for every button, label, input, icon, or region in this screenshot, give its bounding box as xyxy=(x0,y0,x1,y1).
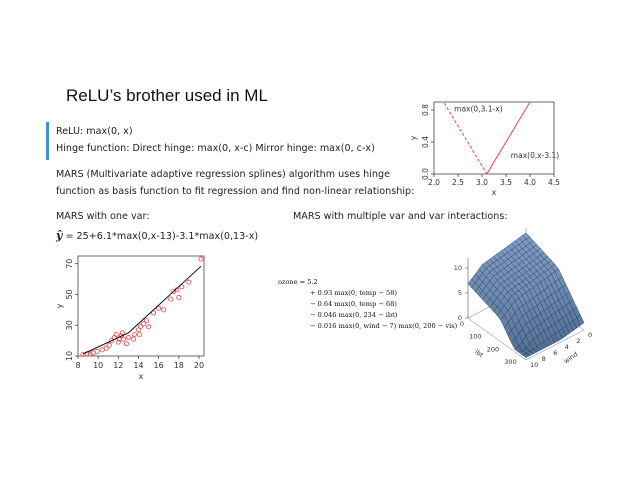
y-tick-label-2: 50 xyxy=(65,289,74,300)
fit-line xyxy=(83,266,201,354)
data-point-15 xyxy=(121,337,125,341)
series-label-mirror: max(0,3.1-x) xyxy=(454,104,503,114)
x-tick-label-2: 4 xyxy=(564,343,569,351)
one-var-label: MARS with one var: xyxy=(56,211,150,222)
x-tick-label-1: 2 xyxy=(576,337,581,345)
data-point-23 xyxy=(146,325,150,329)
hinge-line: Hinge function: Direct hinge: max(0, x-c) Mirror hinge: max(0, c-x) xyxy=(56,143,375,154)
hinge-series-line-0 xyxy=(434,86,487,174)
y-axis-label: ibt xyxy=(473,347,485,360)
mars-line-1: MARS (Multivariate adaptive regression splines) algorithm uses hinge xyxy=(56,169,391,180)
data-point-34 xyxy=(132,332,136,336)
x-tick-label-3: 3.5 xyxy=(500,178,512,187)
x-tick-label-4: 4.0 xyxy=(524,178,536,187)
data-point-7 xyxy=(107,343,111,347)
x-tick-label-0: 0 xyxy=(588,331,593,339)
x-tick-label-1: 10 xyxy=(93,361,104,370)
y-tick-label-1: 0.4 xyxy=(421,136,430,148)
mars-line-2: function as basis function to fit regression and find non-linear relationship: xyxy=(56,186,415,197)
y-tick-label-1: 100 xyxy=(469,332,482,341)
data-point-30 xyxy=(177,295,181,299)
slide-title: ReLU’s brother used in ML xyxy=(66,86,268,105)
x-tick-label-5: 10 xyxy=(530,361,539,369)
y-axis-label: y xyxy=(409,135,418,141)
x-tick-label-3: 14 xyxy=(133,361,144,370)
accent-bar xyxy=(46,122,49,160)
ozone-line-4: − 0.016 max(0, wind − 7) max(0, 200 − vis) xyxy=(310,322,458,330)
data-point-27 xyxy=(169,297,173,301)
x-tick-label-5: 4.5 xyxy=(548,178,560,187)
yhat-symbol: ŷ xyxy=(56,229,63,242)
ozone-line-2: − 0.64 max(0, temp − 68) xyxy=(310,300,397,308)
y-tick-label-0: 0 xyxy=(459,320,464,328)
data-point-18 xyxy=(131,337,135,341)
formula-rest: = 25+6.1*max(0,x-13)-3.1*max(0,13-x) xyxy=(62,231,259,242)
x-tick-label-4: 8 xyxy=(541,355,546,363)
x-tick-label-2: 12 xyxy=(113,361,124,370)
data-point-26 xyxy=(162,308,166,312)
series-label-direct: max(0,x-3.1) xyxy=(510,151,560,160)
scatter-chart xyxy=(54,252,210,384)
surface-chart xyxy=(448,242,593,384)
x-tick-label-4: 16 xyxy=(153,361,164,370)
x-axis-label: x xyxy=(138,372,144,381)
data-point-32 xyxy=(187,280,191,284)
data-point-35 xyxy=(137,332,141,336)
y-axis-label: y xyxy=(55,303,64,309)
x-tick-label-0: 8 xyxy=(75,361,81,370)
data-point-33 xyxy=(199,257,203,261)
relu-line: ReLU: max(0, x) xyxy=(56,126,133,137)
plot-frame xyxy=(78,256,204,356)
y-tick-label-3: 70 xyxy=(65,258,74,269)
x-tick-label-0: 2.0 xyxy=(428,178,440,187)
data-point-16 xyxy=(124,342,128,346)
x-tick-label-5: 18 xyxy=(173,361,184,370)
data-point-22 xyxy=(144,319,148,323)
x-axis-label: x xyxy=(491,188,497,197)
x-tick-label-2: 3.0 xyxy=(476,178,488,187)
y-tick-label-3: 300 xyxy=(504,358,517,367)
x-tick-label-3: 6 xyxy=(553,349,558,357)
data-point-4 xyxy=(95,349,99,353)
x-tick-label-6: 20 xyxy=(193,361,205,370)
data-point-5 xyxy=(100,348,104,352)
z-tick-label-1: 5 xyxy=(457,289,462,297)
y-tick-label-1: 30 xyxy=(65,320,74,331)
y-tick-label-2: 200 xyxy=(486,345,500,354)
hinge-chart xyxy=(404,98,560,204)
y-tick-label-2: 0.8 xyxy=(421,104,430,116)
y-tick-label-0: 10 xyxy=(65,350,74,362)
z-tick-label-0: 0 xyxy=(457,314,462,322)
data-point-19 xyxy=(136,328,140,332)
ozone-line-0: ozone = 5.2 xyxy=(278,278,318,286)
ozone-line-1: + 0.93 max(0, temp − 58) xyxy=(310,289,397,297)
z-tick-label-2: 10 xyxy=(453,264,462,272)
ozone-line-3: − 0.046 max(0, 234 − ibt) xyxy=(310,311,398,319)
multi-var-label: MARS with multiple var and var interactions: xyxy=(293,211,508,222)
data-point-17 xyxy=(126,335,130,339)
x-axis-label: wind xyxy=(562,350,580,366)
y-tick-label-0: 0.0 xyxy=(421,168,430,180)
x-tick-label-1: 2.5 xyxy=(452,178,464,187)
data-point-10 xyxy=(114,332,118,336)
mars-formula xyxy=(56,229,258,242)
